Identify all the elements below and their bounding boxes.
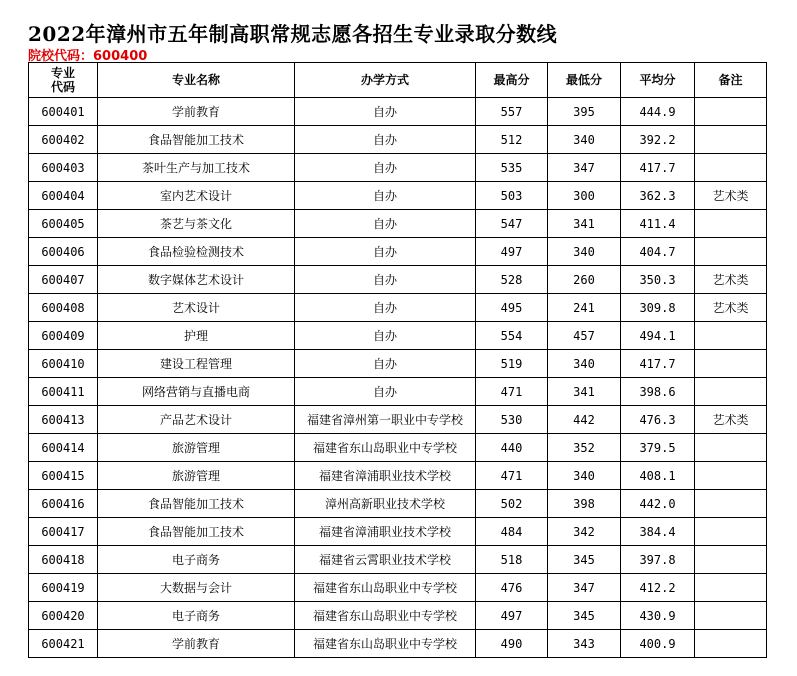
table-row <box>29 378 767 406</box>
cell-code: 600405 <box>29 210 98 238</box>
cell-code: 600404 <box>29 182 98 210</box>
header-note: 备注 <box>695 63 767 98</box>
cell-avg: 309.8 <box>621 294 695 322</box>
cell-min: 352 <box>548 434 621 462</box>
cell-name: 食品智能加工技术 <box>98 126 295 154</box>
cell-avg: 384.4 <box>621 518 695 546</box>
cell-mode: 自办 <box>295 350 476 378</box>
cell-code: 600402 <box>29 126 98 154</box>
cell-name: 茶艺与茶文化 <box>98 210 295 238</box>
cell-note <box>695 238 767 266</box>
cell-max: 530 <box>476 406 548 434</box>
cell-note <box>695 322 767 350</box>
cell-code: 600416 <box>29 490 98 518</box>
cell-min: 345 <box>548 602 621 630</box>
cell-code: 600411 <box>29 378 98 406</box>
cell-avg: 476.3 <box>621 406 695 434</box>
header-name: 专业名称 <box>98 63 295 98</box>
cell-avg: 494.1 <box>621 322 695 350</box>
table-row <box>29 406 767 434</box>
table-row <box>29 126 767 154</box>
cell-name: 学前教育 <box>98 630 295 658</box>
cell-min: 442 <box>548 406 621 434</box>
cell-note <box>695 154 767 182</box>
cell-code: 600413 <box>29 406 98 434</box>
cell-note <box>695 546 767 574</box>
cell-name: 电子商务 <box>98 602 295 630</box>
cell-code: 600421 <box>29 630 98 658</box>
cell-note: 艺术类 <box>695 406 767 434</box>
cell-min: 341 <box>548 378 621 406</box>
table-row <box>29 98 767 126</box>
header-code: 专业代码 <box>29 63 98 98</box>
cell-code: 600409 <box>29 322 98 350</box>
cell-min: 340 <box>548 126 621 154</box>
table-row <box>29 630 767 658</box>
cell-min: 345 <box>548 546 621 574</box>
table-row <box>29 518 767 546</box>
table-row <box>29 210 767 238</box>
cell-note <box>695 126 767 154</box>
cell-max: 490 <box>476 630 548 658</box>
table-row <box>29 462 767 490</box>
cell-mode: 自办 <box>295 294 476 322</box>
cell-avg: 411.4 <box>621 210 695 238</box>
table-row <box>29 546 767 574</box>
header-max: 最高分 <box>476 63 548 98</box>
cell-mode: 福建省漳浦职业技术学校 <box>295 462 476 490</box>
cell-code: 600414 <box>29 434 98 462</box>
page-title: 2022年漳州市五年制高职常规志愿各招生专业录取分数线 <box>28 22 558 46</box>
cell-avg: 417.7 <box>621 154 695 182</box>
cell-name: 食品检验检测技术 <box>98 238 295 266</box>
cell-code: 600406 <box>29 238 98 266</box>
cell-max: 518 <box>476 546 548 574</box>
cell-code: 600407 <box>29 266 98 294</box>
cell-name: 室内艺术设计 <box>98 182 295 210</box>
table-row <box>29 490 767 518</box>
cell-max: 528 <box>476 266 548 294</box>
cell-avg: 379.5 <box>621 434 695 462</box>
cell-max: 554 <box>476 322 548 350</box>
cell-min: 340 <box>548 462 621 490</box>
cell-max: 557 <box>476 98 548 126</box>
cell-name: 茶叶生产与加工技术 <box>98 154 295 182</box>
cell-name: 旅游管理 <box>98 434 295 462</box>
header-avg: 平均分 <box>621 63 695 98</box>
table-row <box>29 574 767 602</box>
cell-avg: 408.1 <box>621 462 695 490</box>
header-min: 最低分 <box>548 63 621 98</box>
cell-avg: 400.9 <box>621 630 695 658</box>
admission-score-table <box>28 62 767 658</box>
cell-max: 497 <box>476 602 548 630</box>
cell-avg: 398.6 <box>621 378 695 406</box>
cell-max: 502 <box>476 490 548 518</box>
cell-code: 600410 <box>29 350 98 378</box>
cell-note <box>695 210 767 238</box>
cell-note <box>695 378 767 406</box>
cell-mode: 福建省东山岛职业中专学校 <box>295 630 476 658</box>
cell-mode: 自办 <box>295 322 476 350</box>
table-row <box>29 602 767 630</box>
cell-avg: 397.8 <box>621 546 695 574</box>
cell-min: 241 <box>548 294 621 322</box>
cell-note: 艺术类 <box>695 294 767 322</box>
cell-min: 347 <box>548 574 621 602</box>
cell-avg: 392.2 <box>621 126 695 154</box>
cell-name: 食品智能加工技术 <box>98 490 295 518</box>
cell-min: 260 <box>548 266 621 294</box>
cell-max: 503 <box>476 182 548 210</box>
cell-max: 476 <box>476 574 548 602</box>
cell-mode: 漳州高新职业技术学校 <box>295 490 476 518</box>
cell-code: 600417 <box>29 518 98 546</box>
cell-min: 300 <box>548 182 621 210</box>
table-row <box>29 266 767 294</box>
cell-mode: 自办 <box>295 182 476 210</box>
cell-name: 电子商务 <box>98 546 295 574</box>
cell-min: 457 <box>548 322 621 350</box>
table-row <box>29 350 767 378</box>
table-row <box>29 434 767 462</box>
cell-avg: 362.3 <box>621 182 695 210</box>
cell-min: 398 <box>548 490 621 518</box>
cell-avg: 430.9 <box>621 602 695 630</box>
cell-avg: 404.7 <box>621 238 695 266</box>
cell-note <box>695 434 767 462</box>
cell-note <box>695 602 767 630</box>
school-code-label: 院校代码： <box>28 49 94 64</box>
cell-name: 旅游管理 <box>98 462 295 490</box>
cell-code: 600419 <box>29 574 98 602</box>
cell-name: 学前教育 <box>98 98 295 126</box>
cell-mode: 福建省漳州第一职业中专学校 <box>295 406 476 434</box>
cell-min: 343 <box>548 630 621 658</box>
cell-mode: 自办 <box>295 378 476 406</box>
table-row <box>29 182 767 210</box>
cell-name: 艺术设计 <box>98 294 295 322</box>
cell-name: 数字媒体艺术设计 <box>98 266 295 294</box>
cell-max: 547 <box>476 210 548 238</box>
cell-code: 600420 <box>29 602 98 630</box>
cell-note <box>695 98 767 126</box>
cell-code: 600403 <box>29 154 98 182</box>
cell-mode: 福建省漳浦职业技术学校 <box>295 518 476 546</box>
cell-name: 大数据与会计 <box>98 574 295 602</box>
cell-note <box>695 490 767 518</box>
cell-name: 建设工程管理 <box>98 350 295 378</box>
cell-avg: 444.9 <box>621 98 695 126</box>
cell-avg: 442.0 <box>621 490 695 518</box>
cell-min: 341 <box>548 210 621 238</box>
cell-mode: 自办 <box>295 126 476 154</box>
cell-min: 395 <box>548 98 621 126</box>
table-row <box>29 294 767 322</box>
cell-max: 440 <box>476 434 548 462</box>
cell-mode: 福建省东山岛职业中专学校 <box>295 602 476 630</box>
cell-code: 600418 <box>29 546 98 574</box>
cell-note: 艺术类 <box>695 182 767 210</box>
table-row <box>29 238 767 266</box>
cell-max: 535 <box>476 154 548 182</box>
cell-max: 495 <box>476 294 548 322</box>
cell-mode: 福建省东山岛职业中专学校 <box>295 434 476 462</box>
cell-note <box>695 350 767 378</box>
cell-avg: 350.3 <box>621 266 695 294</box>
cell-min: 340 <box>548 350 621 378</box>
cell-min: 347 <box>548 154 621 182</box>
cell-note <box>695 630 767 658</box>
cell-mode: 自办 <box>295 154 476 182</box>
table-header-row <box>29 63 767 98</box>
cell-name: 网络营销与直播电商 <box>98 378 295 406</box>
cell-code: 600415 <box>29 462 98 490</box>
cell-name: 食品智能加工技术 <box>98 518 295 546</box>
cell-max: 512 <box>476 126 548 154</box>
cell-avg: 417.7 <box>621 350 695 378</box>
cell-note: 艺术类 <box>695 266 767 294</box>
cell-code: 600401 <box>29 98 98 126</box>
table-body <box>29 98 767 658</box>
cell-max: 471 <box>476 462 548 490</box>
cell-max: 484 <box>476 518 548 546</box>
cell-max: 497 <box>476 238 548 266</box>
cell-mode: 自办 <box>295 266 476 294</box>
cell-max: 519 <box>476 350 548 378</box>
cell-mode: 福建省东山岛职业中专学校 <box>295 574 476 602</box>
cell-min: 342 <box>548 518 621 546</box>
cell-name: 护理 <box>98 322 295 350</box>
cell-code: 600408 <box>29 294 98 322</box>
cell-min: 340 <box>548 238 621 266</box>
cell-note <box>695 462 767 490</box>
cell-mode: 自办 <box>295 98 476 126</box>
cell-name: 产品艺术设计 <box>98 406 295 434</box>
cell-mode: 自办 <box>295 238 476 266</box>
cell-note <box>695 518 767 546</box>
header-mode: 办学方式 <box>295 63 476 98</box>
cell-mode: 自办 <box>295 210 476 238</box>
school-code-value: 600400 <box>93 49 148 64</box>
cell-note <box>695 574 767 602</box>
cell-mode: 福建省云霄职业技术学校 <box>295 546 476 574</box>
table-row <box>29 322 767 350</box>
table-row <box>29 154 767 182</box>
cell-max: 471 <box>476 378 548 406</box>
cell-avg: 412.2 <box>621 574 695 602</box>
